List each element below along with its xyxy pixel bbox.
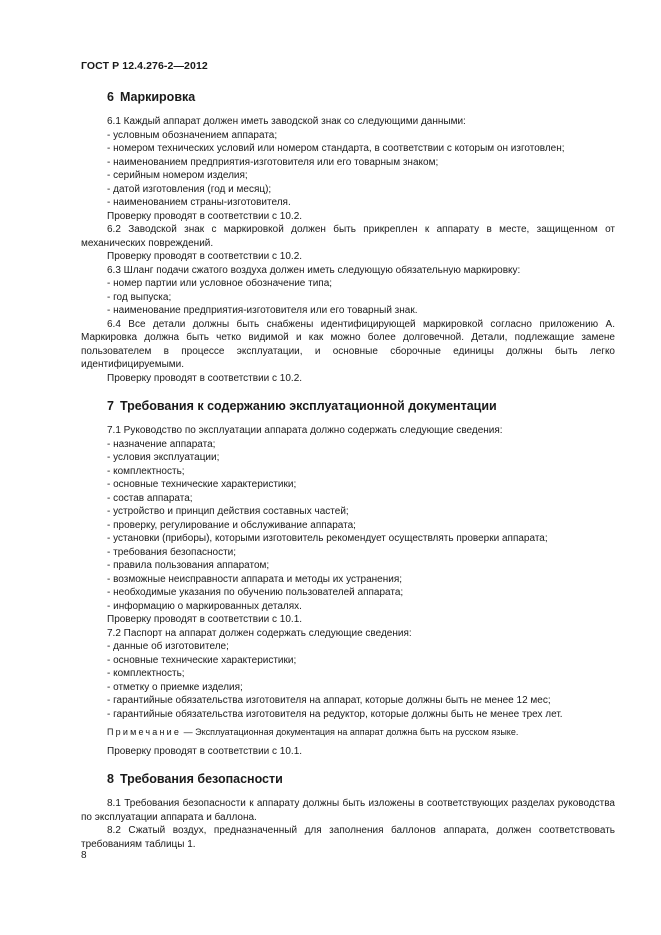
check-reference: Проверку проводят в соответствии с 10.1. xyxy=(107,745,303,757)
list-item: - серийным номером изделия; xyxy=(107,170,248,181)
clause-8-2: 8.2 Сжатый воздух, предназначенный для заполнения баллонов аппарата, должен соответствовать требованиям таблицы 1. xyxy=(81,825,615,850)
section-7-heading xyxy=(81,398,615,414)
section-title: Требования безопасности xyxy=(119,772,283,786)
list-item: - назначение аппарата; xyxy=(107,438,216,450)
document-header: ГОСТ Р 12.4.276-2—2012 xyxy=(81,60,208,72)
check-reference: Проверку проводят в соответствии с 10.2. xyxy=(107,372,303,384)
list-item: - комплектность; xyxy=(107,465,185,477)
clause-6-3: 6.3 Шланг подачи сжатого воздуха должен иметь следующую обязательную маркировку: xyxy=(107,264,521,276)
list-item: - данные об изготовителе; xyxy=(107,641,229,652)
list-item: - отметку о приемке изделия; xyxy=(107,681,243,693)
clause-6-2: 6.2 Заводской знак с маркировкой должен быть прикреплен к аппарату в месте, защищенном от механических повреждений. xyxy=(81,224,615,249)
list-item: - основные технические характеристики; xyxy=(107,479,297,490)
section-title: Требования к содержанию эксплуатационной документации xyxy=(119,399,497,413)
list-item: - датой изготовления (год и месяц); xyxy=(107,183,272,195)
clause-7-2: 7.2 Паспорт на аппарат должен содержать следующие сведения: xyxy=(107,627,412,639)
section-title: Маркировка xyxy=(119,90,196,104)
list-item: - информацию о маркированных деталях. xyxy=(107,600,302,612)
clause-6-4: 6.4 Все детали должны быть снабжены идентифицирующей маркировкой согласно приложению А. Маркировка должна быть четко видимой и как можно более долговечной. Детали, подлежащие замене пользователем в процессе эксплуатации, и основные сборочные единицы должны быть легко идентифицируемыми. xyxy=(81,318,615,370)
check-reference: Проверку проводят в соответствии с 10.1. xyxy=(107,614,303,625)
list-item: - наименованием предприятия-изготовителя или его товарным знаком; xyxy=(107,156,439,168)
list-item: - комплектность; xyxy=(107,668,185,679)
note-label: Примечание xyxy=(107,727,182,737)
list-item: - гарантийные обязательства изготовителя на аппарат, которые должны быть не менее 12 мес; xyxy=(107,695,551,706)
list-item: - условия эксплуатации; xyxy=(107,452,220,463)
section-number: 8 xyxy=(107,772,114,786)
note-text: — Эксплуатационная документация на аппарат должна быть на русском языке. xyxy=(181,727,519,737)
list-item: - правила пользования аппаратом; xyxy=(107,560,270,571)
list-item: - основные технические характеристики; xyxy=(107,654,297,666)
section-6-heading xyxy=(81,89,615,105)
note xyxy=(81,726,615,740)
list-item: - год выпуска; xyxy=(107,291,172,303)
list-item: - условным обозначением аппарата; xyxy=(107,129,278,141)
list-item: - возможные неисправности аппарата и методы их устранения; xyxy=(107,573,403,585)
page-number: 8 xyxy=(81,850,87,861)
list-item: - установки (приборы), которыми изготовитель рекомендует осуществлять проверки аппарата; xyxy=(107,533,548,544)
list-item: - наименованием страны-изготовителя. xyxy=(107,197,291,208)
document-body xyxy=(81,89,615,851)
clause-7-1: 7.1 Руководство по эксплуатации аппарата должно содержать следующие сведения: xyxy=(107,425,503,436)
list-item: - необходимые указания по обучению пользователей аппарата; xyxy=(107,587,404,598)
clause-6-1: 6.1 Каждый аппарат должен иметь заводской знак со следующими данными: xyxy=(107,116,466,127)
section-number: 7 xyxy=(107,399,114,413)
list-item: - устройство и принцип действия составных частей; xyxy=(107,506,349,517)
section-number: 6 xyxy=(107,90,114,104)
list-item: - состав аппарата; xyxy=(107,492,193,504)
list-item: - номер партии или условное обозначение типа; xyxy=(107,278,333,289)
clause-8-1: 8.1 Требования безопасности к аппарату должны быть изложены в соответствующих разделах руководства по эксплуатации аппарата и баллона. xyxy=(81,798,615,823)
check-reference: Проверку проводят в соответствии с 10.2. xyxy=(107,210,303,222)
check-reference: Проверку проводят в соответствии с 10.2. xyxy=(107,251,303,262)
section-8-heading xyxy=(81,771,615,787)
list-item: - требования безопасности; xyxy=(107,546,237,558)
list-item: - гарантийные обязательства изготовителя на редуктор, которые должны быть не менее трех лет. xyxy=(107,708,563,720)
list-item: - наименование предприятия-изготовителя или его товарный знак. xyxy=(107,305,418,316)
list-item: - номером технических условий или номером стандарта, в соответствии с которым он изготовлен; xyxy=(107,143,565,154)
list-item: - проверку, регулирование и обслуживание аппарата; xyxy=(107,519,356,531)
